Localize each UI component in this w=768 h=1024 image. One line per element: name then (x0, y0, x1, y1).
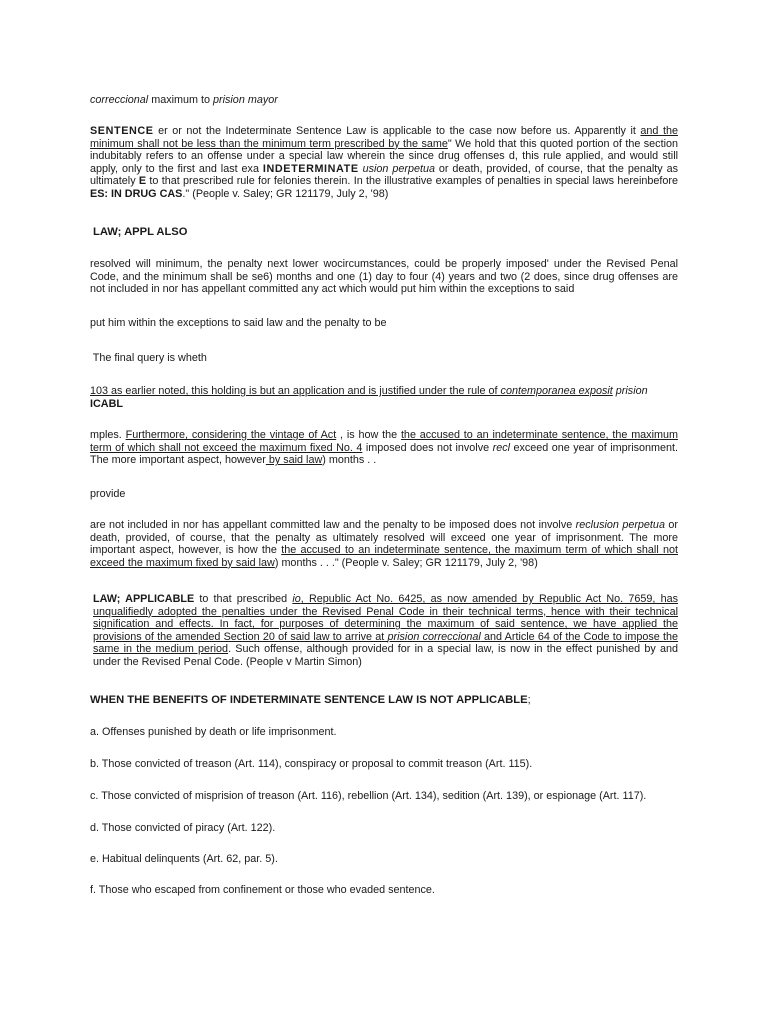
list-item: b. Those convicted of treason (Art. 114), conspiracy or proposal to commit treason (Art. 115). (90, 758, 533, 770)
paragraph-1-text-5: to that prescribed rule for felonies therein. In the illustrative examples of penalties in special laws hereinbefore (146, 175, 679, 188)
paragraph-9-text-1: to that prescribed (194, 593, 293, 605)
paragraph-6 (90, 429, 678, 467)
paragraph-6-underlined-3: by said law (265, 454, 323, 467)
paragraph-3: put him within the exceptions to said law and the penalty to be (90, 317, 387, 329)
paragraph-9-underlined-italic-1: io (292, 593, 301, 605)
paragraph-5-underlined: 103 as earlier noted, this holding is but an application and is justified under the rule of (90, 385, 501, 397)
paragraph-9-underlined-2: and Article 64 of the Code to impose the same in the medium period (93, 630, 678, 656)
paragraph-8-text-3: ) months . . ." (People v. Saley; GR 121179, July 2, '98) (274, 556, 538, 569)
top-line-italic-2: prision mayor (213, 94, 278, 106)
top-line-text: maximum to (148, 94, 214, 106)
paragraph-6-text-2: , is how the (336, 429, 401, 441)
paragraph-7: provide (90, 488, 126, 500)
paragraph-9-text-2: . Such offense, although provided for in a special law, is now in the effect punished by and under the Revised Penal Code. (People v Martin Simon) (93, 643, 678, 668)
paragraph-5-underlined-italic: contemporanea exposit (500, 385, 613, 397)
paragraph-2: resolved will minimum, the penalty next lower wocircumstances, could be properly imposed' under the Revised Penal Code, and the minimum shall be se6) months and one (1) day to four (4) years and two (2 does, since drug offenses are not included in nor has appellant committed any act which would put him within the exceptions to said (90, 258, 678, 296)
paragraph-5-bold: ICABL (90, 397, 123, 410)
paragraph-1-text-4: or death, provided, of course, that the penalty as ultimately (90, 162, 679, 188)
list-item: a. Offenses punished by death or life imprisonment. (90, 726, 337, 738)
list-item: d. Those convicted of piracy (Art. 122). (90, 822, 276, 834)
paragraph-5 (90, 385, 678, 410)
paragraph-1-bold-1: INDETERMINATE (262, 162, 359, 175)
paragraph-8 (90, 519, 678, 569)
paragraph-9-underlined-1: , Republic Act No. 6425, as now amended by Republic Act No. 7659, has unqualifiedly adopted the penalties under the Revised Penal Code in their technical terms, hence with their technical signification and effects. In fact, for purposes of determining the maximum of said sentence, we have applied the provisions of the amended Section 20 of said law to arrive at (93, 593, 678, 643)
heading-not-applicable-punct: ; (527, 694, 531, 706)
paragraph-1-underlined-1: and the minimum shall not be less than the minimum term prescribed by the same (90, 125, 678, 150)
paragraph-1-text-6: ." (People v. Saley; GR 121179, July 2, '98) (182, 187, 389, 200)
paragraph-6-text-1: mples. (90, 429, 126, 441)
paragraph-8-text-2: or death, provided, of course, that the penalty as ultimately resolved will exceed one year of imprisonment. The more important aspect, however, is how the (90, 519, 678, 557)
heading-not-applicable-bold: WHEN THE BENEFITS OF INDETERMINATE SENTENCE LAW IS NOT APPLICABLE (90, 694, 528, 706)
paragraph-1-italic-1: usion perpetua (362, 162, 435, 175)
paragraph-9 (93, 593, 678, 669)
top-line (90, 94, 678, 107)
paragraph-8-italic: reclusion perpetua (575, 519, 665, 531)
paragraph-1-bold-3: ES: IN DRUG CAS (90, 187, 183, 200)
top-line-italic: correccional (90, 94, 149, 106)
paragraph-5-italic: prision (615, 385, 648, 397)
paragraph-1-lead: SENTENCE (90, 125, 154, 137)
paragraph-6-italic: recl (492, 441, 510, 454)
paragraph-1-text-2: " We hold that this quoted portion of the section indubitably refers to an offense under a special law wherein the since drug offenses d, this rule applied, and would still apply, only to the first and last exa (90, 137, 678, 175)
paragraph-6-underlined-1: Furthermore, considering the vintage of Act (125, 429, 337, 441)
paragraph-8-underlined: the accused to an indeterminate sentence, the maximum term of which shall not exceed the maximum fixed by said law (90, 544, 678, 569)
paragraph-9-underlined-italic-2: prision correccional (387, 630, 481, 643)
heading-not-applicable (90, 694, 678, 707)
paragraph-6-text-4: exceed one year of imprisonment. The more important aspect, however (90, 441, 679, 467)
heading-law-appl-also: LAW; APPL ALSO (93, 226, 188, 238)
list-item: f. Those who escaped from confinement or those who evaded sentence. (90, 884, 435, 896)
paragraph-8-text-1: are not included in nor has appellant committed law and the penalty to be imposed does not involve (90, 519, 576, 531)
list-item: e. Habitual delinquents (Art. 62, par. 5). (90, 853, 278, 865)
paragraph-4: The final query is wheth (90, 352, 207, 364)
paragraph-9-bold: LAW; APPLICABLE (93, 593, 195, 605)
paragraph-1 (90, 125, 678, 201)
paragraph-6-text-3: imposed does not involve (362, 441, 493, 454)
paragraph-6-underlined-2: the accused to an indeterminate sentence, the maximum term of which shall not exceed the maximum fixed No. 4 (90, 429, 678, 454)
paragraph-1-bold-2: E (138, 175, 147, 188)
paragraph-1-text-1: er or not the Indeterminate Sentence Law is applicable to the case now before us. Apparently it (153, 125, 641, 137)
list-item: c. Those convicted of misprision of treason (Art. 116), rebellion (Art. 134), sedition (Art. 139), or espionage (Art. 117). (90, 790, 647, 802)
paragraph-6-text-5: ) months . . (322, 454, 377, 467)
